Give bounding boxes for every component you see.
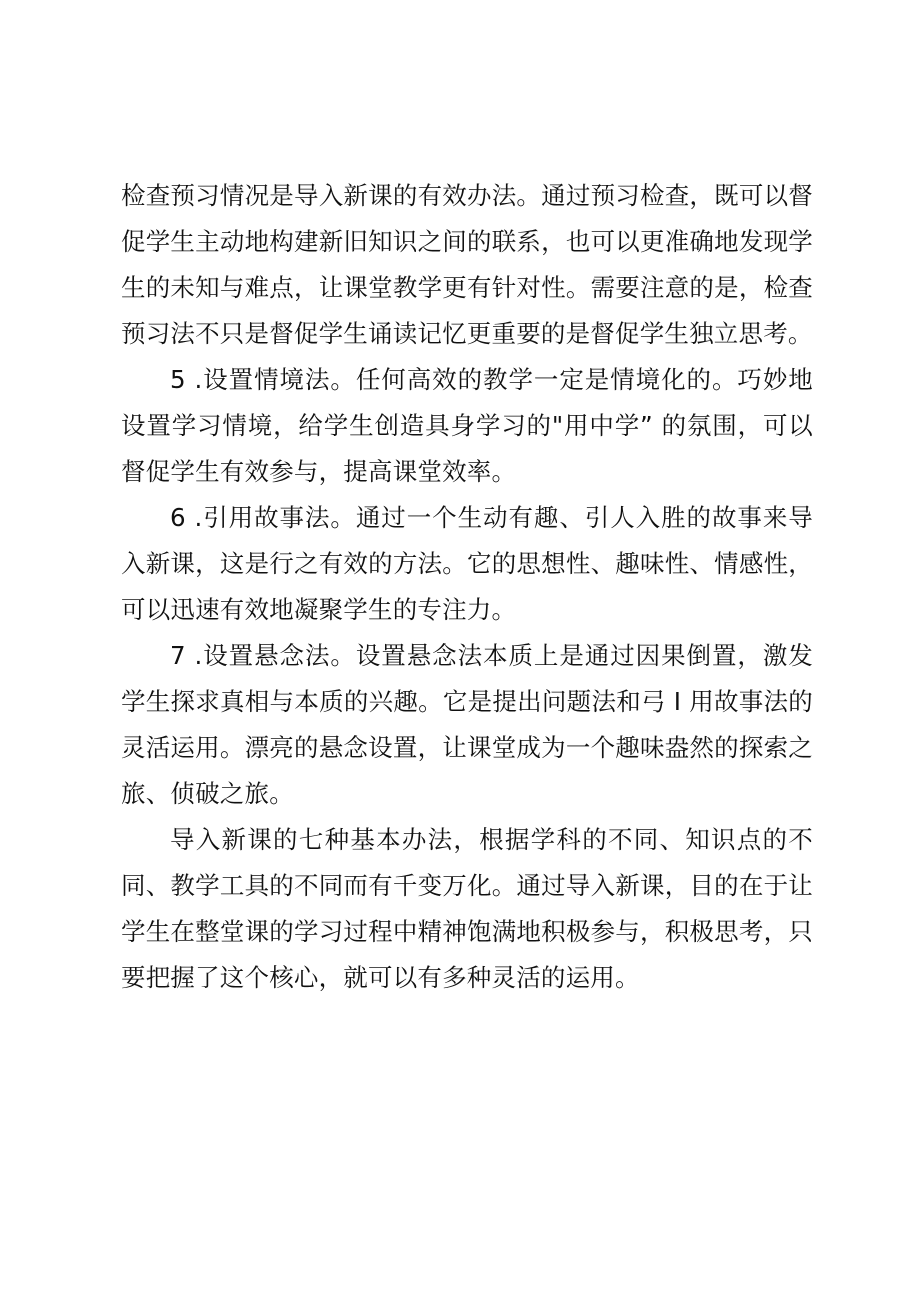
paragraph-suspense-method: 7 .设置悬念法。设置悬念法本质上是通过因果倒置，激发学生探求真相与本质的兴趣。它是提出问题法和弓 I 用故事法的灵活运用。漂亮的悬念设置，让课堂成为一个趣味盎然的探索之旅、侦破之旅。	[121, 641, 813, 808]
paragraph-conclusion: 导入新课的七种基本办法，根据学科的不同、知识点的不同、教学工具的不同而有千变万化。通过导入新课，目的在于让学生在整堂课的学习过程中精神饱满地积极参与，积极思考，只要把握了这个核心，就可以有多种灵活的运用。	[121, 825, 813, 992]
paragraph-situation-method: 5 .设置情境法。任何高效的教学一定是情境化的。巧妙地设置学习情境，给学生创造具身学习的"用中学” 的氛围，可以督促学生有效参与，提高课堂效率。	[121, 365, 813, 486]
paragraph-story-method: 6 .引用故事法。通过一个生动有趣、引人入胜的故事来导入新课，这是行之有效的方法。它的思想性、趣味性、情感性，可以迅速有效地凝聚学生的专注力。	[121, 503, 813, 624]
paragraph-preview-check: 检查预习情况是导入新课的有效办法。通过预习检查，既可以督促学生主动地构建新旧知识之间的联系，也可以更准确地发现学生的未知与难点，让课堂教学更有针对性。需要注意的是，检查预习法不只是督促学生诵读记忆更重要的是督促学生独立思考。	[121, 181, 813, 348]
document-body	[121, 173, 813, 1001]
